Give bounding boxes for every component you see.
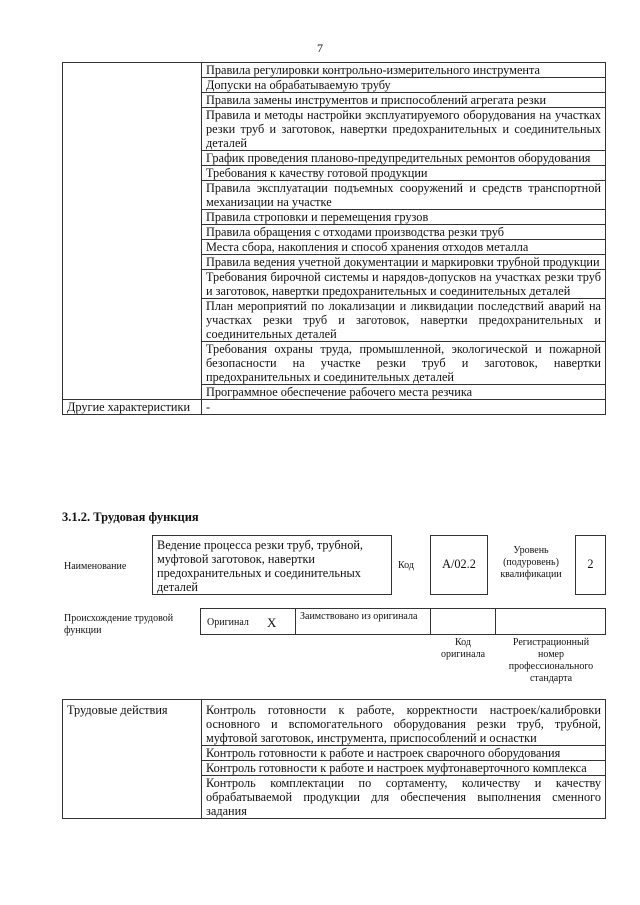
action-item: Контроль комплектации по сортаменту, количеству и качеству обрабатываемой продукции для обеспечения выполнения сменного задания <box>202 776 606 819</box>
code-value: A/02.2 <box>430 535 488 595</box>
action-item: Контроль готовности к работе и настроек сварочного оборудования <box>202 746 606 761</box>
function-name-value: Ведение процесса резки труб, трубной, муфтовой заготовок, навертки предохранительных и соединительных деталей <box>152 535 392 595</box>
requirement-item: График проведения планово-предупредительных ремонтов оборудования <box>202 151 606 166</box>
code-label: Код <box>398 560 414 571</box>
other-value: - <box>202 400 606 415</box>
requirements-table <box>62 62 606 415</box>
section-title: 3.1.2. Трудовая функция <box>62 510 199 524</box>
original-label: Оригинал <box>207 617 249 628</box>
requirement-item: Правила и методы настройки эксплуатируемого оборудования на участках резки труб и заготовок, навертки предохранительных и соединительных деталей <box>202 108 606 151</box>
requirement-item: Правила эксплуатации подъемных сооружений и средств транспортной механизации на участке <box>202 181 606 210</box>
origin-label: Происхождение трудовой функции <box>64 613 174 636</box>
actions-table <box>62 699 606 819</box>
reg-number-label: Регистрационный номер профессионального стандарта <box>508 637 594 684</box>
requirement-item: Правила регулировки контрольно-измерительного инструмента <box>202 63 606 78</box>
table-row <box>63 63 606 78</box>
requirement-item: Допуски на обрабатываемую трубу <box>202 78 606 93</box>
requirements-left-cell <box>63 63 202 400</box>
requirement-item: Правила ведения учетной документации и маркировки трубной продукции <box>202 255 606 270</box>
requirement-item: Требования бирочной системы и нарядов-допусков на участках резки труб и заготовок, навертки предохранительных и соединительных деталей <box>202 270 606 299</box>
other-label: Другие характеристики <box>63 400 202 415</box>
borrowed-cell: Заимствовано из оригинала <box>295 608 431 635</box>
action-item: Контроль готовности к работе и настроек муфтонаверточного комплекса <box>202 761 606 776</box>
page-number: 7 <box>317 41 323 55</box>
actions-label: Трудовые действия <box>63 700 202 819</box>
requirement-item: Правила обращения с отходами производства резки труб <box>202 225 606 240</box>
level-label: Уровень (подуровень) квалификации <box>500 545 562 580</box>
requirement-item: Места сбора, накопления и способ хранения отходов металла <box>202 240 606 255</box>
requirement-item: Требования к качеству готовой продукции <box>202 166 606 181</box>
code-original-label: Код оригинала <box>440 637 486 660</box>
requirement-item: Программное обеспечение рабочего места резчика <box>202 385 606 400</box>
name-label: Наименование <box>64 561 127 572</box>
requirement-item: Требования охраны труда, промышленной, экологической и пожарной безопасности на участке резки труб и заготовок, навертки предохранительных и соединительных деталей <box>202 342 606 385</box>
table-row <box>63 400 606 415</box>
table-row <box>63 700 606 746</box>
requirement-item: План мероприятий по локализации и ликвидации последствий аварий на участках резки труб и заготовок, навертки предохранительных и соединительных деталей <box>202 299 606 342</box>
reg-number-cell <box>495 608 606 635</box>
code-original-cell <box>430 608 496 635</box>
original-cell <box>200 608 296 635</box>
requirement-item: Правила строповки и перемещения грузов <box>202 210 606 225</box>
action-item: Контроль готовности к работе, корректности настроек/калибровки основного и вспомогательного оборудования резки труб, трубной, муфтовой заготовок, инструмента, приспособлений и оснастки <box>202 700 606 746</box>
level-value: 2 <box>575 535 606 595</box>
original-mark: X <box>267 615 277 630</box>
requirement-item: Правила замены инструментов и приспособлений агрегата резки <box>202 93 606 108</box>
